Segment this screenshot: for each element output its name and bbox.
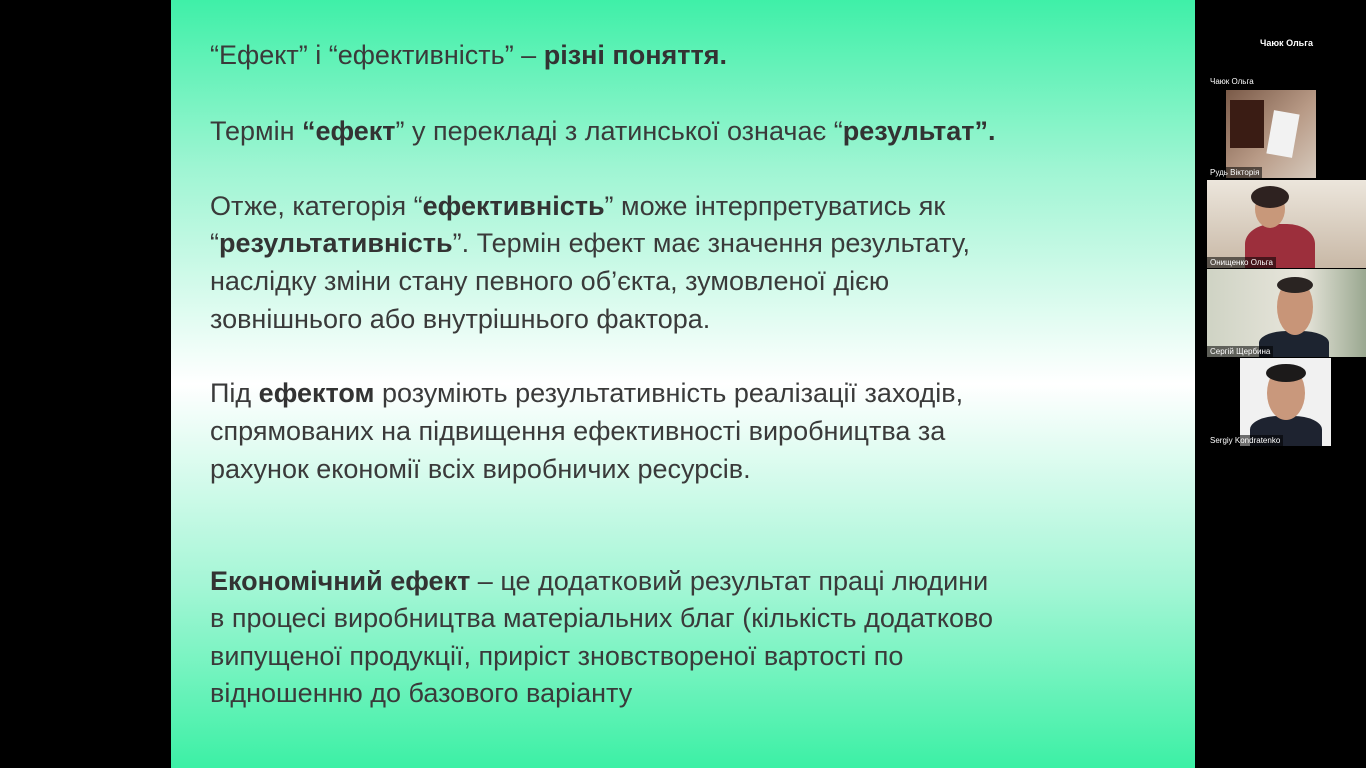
slide-line-8: спрямованих на підвищення ефективності виробництва за — [210, 416, 946, 446]
slide-bold-text: ефектом — [258, 378, 375, 408]
slide-text: Під — [210, 378, 259, 408]
participant-tile-2[interactable] — [1207, 180, 1366, 268]
slide-text: розуміють результативність реалізації заходів, — [374, 378, 964, 408]
slide-line-5: наслідку зміни стану певного об’єкта, зумовленої дією — [210, 266, 890, 296]
slide-line-3 — [210, 191, 945, 221]
slide-line-2 — [210, 116, 996, 146]
slide-line-1 — [210, 40, 727, 70]
participant-video — [1240, 358, 1331, 446]
slide-line-6: зовнішнього або внутрішнього фактора. — [210, 304, 711, 334]
participant-tile-1[interactable] — [1207, 90, 1366, 178]
slide-text: Термін — [210, 116, 302, 146]
person-hair — [1266, 364, 1306, 382]
slide-line-7 — [210, 378, 963, 408]
slide-line-4 — [210, 228, 970, 258]
shared-slide — [171, 0, 1195, 768]
slide-text: ”. Термін ефект має значення результату, — [452, 228, 970, 258]
slide-bold-text: “ефект — [301, 116, 396, 146]
slide-bold-text: Економічний ефект — [210, 566, 471, 596]
participant-name-audio-only: Чаюк Ольга — [1210, 77, 1254, 86]
active-speaker-name: Чаюк Ольга — [1260, 38, 1313, 48]
slide-text: ” може інтерпретуватись як — [604, 191, 946, 221]
participant-tile-4[interactable] — [1207, 358, 1366, 446]
participant-tile-3[interactable] — [1207, 269, 1366, 357]
participant-video — [1226, 90, 1316, 178]
slide-bold-text: різні поняття. — [543, 40, 727, 70]
wall-picture — [1230, 100, 1264, 148]
held-paper — [1266, 110, 1299, 158]
slide-line-11: в процесі виробництва матеріальних благ (кількість додатково — [210, 603, 994, 633]
person-hair — [1277, 277, 1313, 293]
slide-bold-text: результативність — [219, 228, 453, 258]
slide-bold-text: результат”. — [842, 116, 996, 146]
participant-name: Сергій Щербина — [1207, 346, 1273, 357]
slide-text: “Ефект” і “ефективність” – — [210, 40, 544, 70]
person-hair — [1251, 186, 1289, 208]
slide-bold-text: ефективність — [422, 191, 605, 221]
slide-line-9: рахунок економії всіх виробничих ресурсів. — [210, 454, 751, 484]
participant-video — [1207, 269, 1366, 357]
slide-line-12: випущеної продукції, приріст зновствореної вартості по — [210, 641, 904, 671]
slide-text: “ — [210, 228, 219, 258]
slide-text: – це додатковий результат праці людини — [470, 566, 989, 596]
participant-name: Sergiy Kondratenko — [1207, 435, 1283, 446]
slide-text: Отже, категорія “ — [210, 191, 423, 221]
participant-name: Рудь Вікторія — [1207, 167, 1262, 178]
slide-line-13: відношенню до базового варіанту — [210, 678, 633, 708]
slide-line-10 — [210, 566, 988, 596]
participant-video — [1207, 180, 1366, 268]
participant-name: Онищенко Ольга — [1207, 257, 1276, 268]
participant-panel — [1207, 0, 1366, 768]
slide-text: ” у перекладі з латинської означає “ — [395, 116, 843, 146]
